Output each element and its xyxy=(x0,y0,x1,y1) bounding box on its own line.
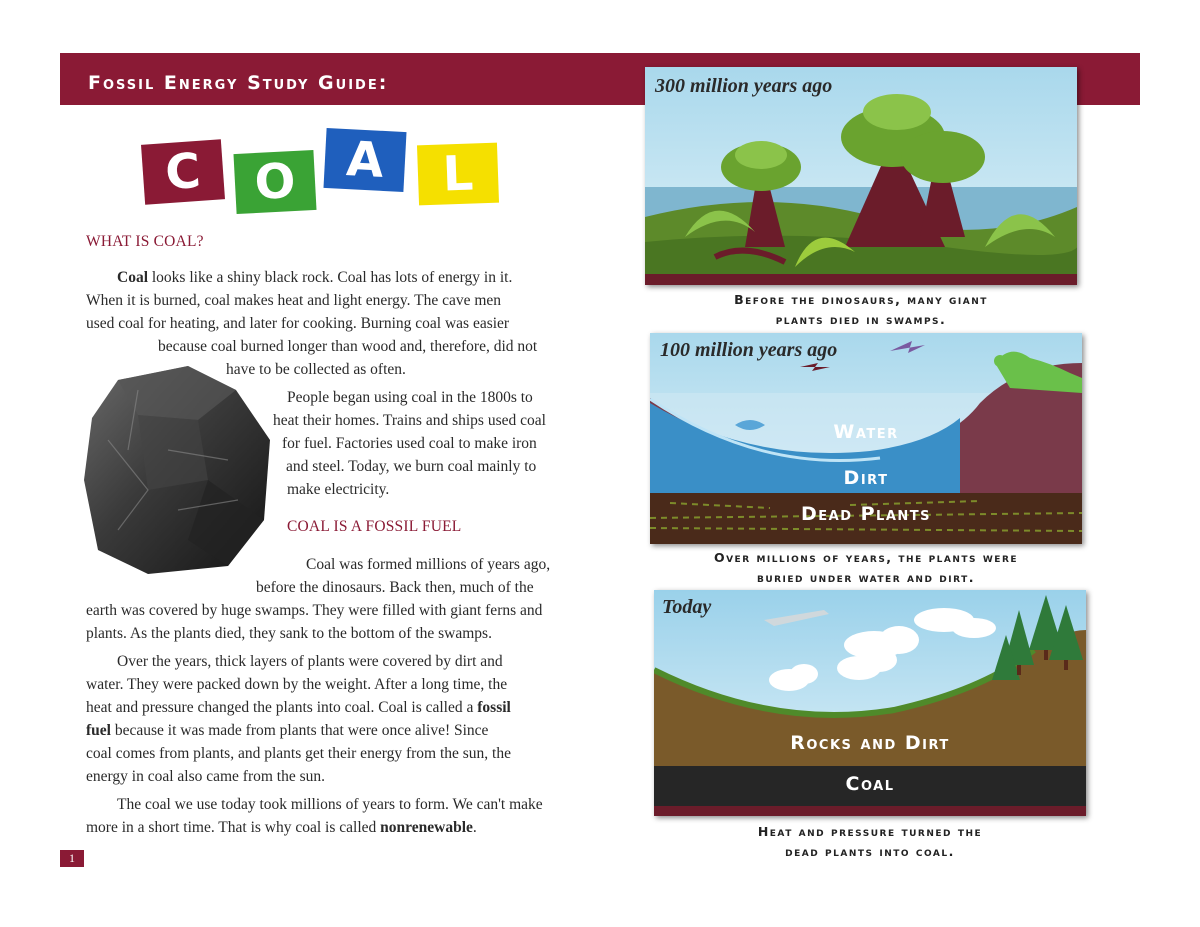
panel2-time-label: 100 million years ago xyxy=(660,339,838,361)
section1-paragraph2: People began using coal in the 1800s to heat their homes. Trains and ships used coal for fuel. Factories used coal to make iron and steel. Today, we burn coal mainly to make electricity. xyxy=(273,389,546,498)
fuel-term: fuel xyxy=(86,722,111,739)
rocks-and-dirt-layer-label: Rocks and Dirt xyxy=(790,732,950,754)
nonrenewable-term: nonrenewable xyxy=(380,819,473,836)
panel3-caption: Heat and pressure turned the dead plants into coal. xyxy=(757,824,983,859)
section-heading-fossil-fuel: COAL IS A FOSSIL FUEL xyxy=(287,518,462,535)
coal-layer-label: Coal xyxy=(845,773,895,795)
section2-paragraph3: The coal we use today took millions of years to form. We can't make more in a short time. That is why coal is called nonrenewable. xyxy=(86,796,543,836)
panel1-time-label: 300 million years ago xyxy=(655,75,833,97)
section2-paragraph1: Coal was formed millions of years ago, before the dinosaurs. Back then, much of the earth was covered by huge swamps. They were filled with giant ferns and plants. As the plants died, they sank to the bottom of the swamps. xyxy=(86,556,551,642)
logo-tile-a: A xyxy=(323,128,406,192)
coal-logo xyxy=(140,130,510,215)
logo-tile-c: C xyxy=(141,139,225,204)
coal-lump-image xyxy=(78,360,278,578)
water-layer-label: Water xyxy=(833,421,899,443)
section-heading-what-is-coal: WHAT IS COAL? xyxy=(86,233,204,250)
page-title: Fossil Energy Study Guide: xyxy=(88,72,389,94)
dead-plants-layer-label: Dead Plants xyxy=(801,503,931,525)
panel2-caption: Over millions of years, the plants were buried under water and dirt. xyxy=(713,550,1019,585)
panel-today xyxy=(654,590,1086,816)
logo-tile-o: O xyxy=(233,150,316,214)
dirt-layer-label: Dirt xyxy=(843,467,889,489)
section1-paragraph1: Coal looks like a shiny black rock. Coal has lots of energy in it. When it is burned, coal makes heat and light energy. The cave men used coal for heating, and later for cooking. Burning coal was easier because coal burned longer than wood and, therefore, did not have to be collected as often. xyxy=(86,269,538,378)
page-number: 1 xyxy=(60,850,84,867)
swamp-illustration xyxy=(645,67,1077,285)
fossil-term: fossil xyxy=(477,699,511,716)
logo-tile-l: L xyxy=(417,143,499,206)
panel3-time-label: Today xyxy=(662,596,712,618)
section2-paragraph2: Over the years, thick layers of plants were covered by dirt and water. They were packed down by the weight. After a long time, the heat and pressure changed the plants into coal. Coal is called a fossil fuel because it was made from plants that were once alive! Since coal comes from plants, and plants get their energy from the sun, the energy in coal also came from the sun. xyxy=(86,653,511,785)
panel-300-million-years xyxy=(645,67,1077,285)
panel-100-million-years xyxy=(650,333,1082,544)
coal-term: Coal xyxy=(117,269,148,286)
panel1-caption: Before the dinosaurs, many giant plants died in swamps. xyxy=(734,292,988,327)
